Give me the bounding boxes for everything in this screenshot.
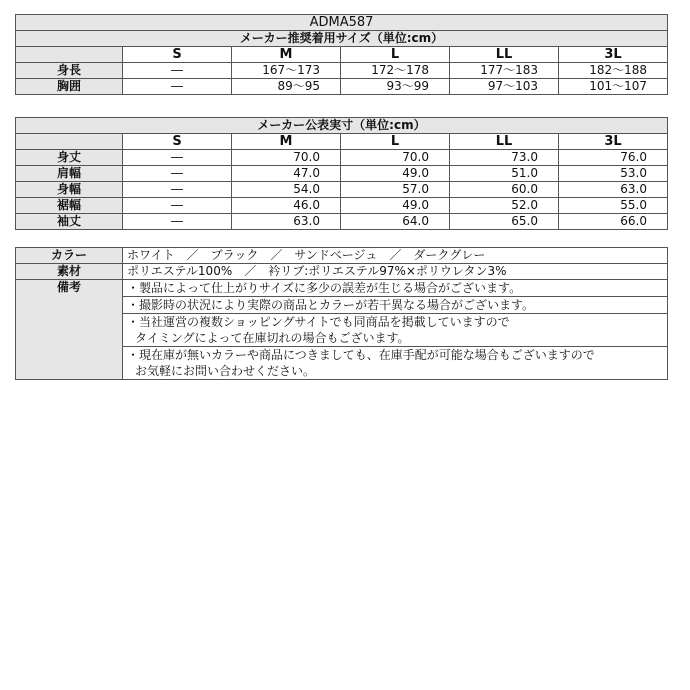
recommended-size-subtitle: メーカー推奨着用サイズ（単位:cm） xyxy=(16,31,668,47)
row-label: 肩幅 xyxy=(16,166,123,182)
color-row xyxy=(16,248,668,264)
table-cell: 65.0 xyxy=(450,214,559,230)
table-cell: 182〜188 xyxy=(559,63,668,79)
table-cell: 55.0 xyxy=(559,198,668,214)
material-row xyxy=(16,264,668,280)
actual-size-table xyxy=(15,117,668,230)
row-label: 袖丈 xyxy=(16,214,123,230)
note-line: ・撮影時の状況により実際の商品とカラーが若干異なる場合がございます。 xyxy=(127,298,535,312)
table-cell: 64.0 xyxy=(341,214,450,230)
size-column-header: L xyxy=(341,134,450,150)
table-cell: 47.0 xyxy=(232,166,341,182)
table-cell: 49.0 xyxy=(341,166,450,182)
table-cell: 51.0 xyxy=(450,166,559,182)
table-cell: ― xyxy=(123,182,232,198)
table-cell: 63.0 xyxy=(232,214,341,230)
table-cell: 63.0 xyxy=(559,182,668,198)
corner-cell xyxy=(16,134,123,150)
table-cell: 101〜107 xyxy=(559,79,668,95)
row-label: 胸囲 xyxy=(16,79,123,95)
size-column-header: 3L xyxy=(559,47,668,63)
row-label: 身丈 xyxy=(16,150,123,166)
note-line: お気軽にお問い合わせください。 xyxy=(135,364,316,378)
color-label: カラー xyxy=(16,248,123,264)
note-line: ・現在庫が無いカラーや商品につきましても、在庫手配が可能な場合もございますので xyxy=(127,348,595,362)
table-cell: 93〜99 xyxy=(341,79,450,95)
table-row xyxy=(16,166,668,182)
size-column-header: S xyxy=(123,47,232,63)
size-column-header: 3L xyxy=(559,134,668,150)
table-cell: ― xyxy=(123,79,232,95)
size-header-row xyxy=(16,47,668,63)
note-line: ・当社運営の複数ショッピングサイトでも同商品を掲載していますので xyxy=(127,315,510,329)
size-column-header: M xyxy=(232,134,341,150)
table-cell: 57.0 xyxy=(341,182,450,198)
material-label: 素材 xyxy=(16,264,123,280)
size-column-header: L xyxy=(341,47,450,63)
table-cell: 53.0 xyxy=(559,166,668,182)
size-column-header: LL xyxy=(450,134,559,150)
table-cell: 46.0 xyxy=(232,198,341,214)
table-cell: ― xyxy=(123,150,232,166)
table-cell: 167〜173 xyxy=(232,63,341,79)
note-item xyxy=(123,280,668,297)
table-cell: 97〜103 xyxy=(450,79,559,95)
table-row xyxy=(16,150,668,166)
size-header-row xyxy=(16,134,668,150)
table-cell: 70.0 xyxy=(341,150,450,166)
material-value: ポリエステル100% ／ 衿リブ:ポリエステル97%×ポリウレタン3% xyxy=(123,264,668,280)
corner-cell xyxy=(16,47,123,63)
row-label: 裾幅 xyxy=(16,198,123,214)
table-cell: ― xyxy=(123,166,232,182)
recommended-size-table xyxy=(15,14,668,95)
notes-label: 備考 xyxy=(16,280,123,380)
note-item xyxy=(123,297,668,314)
table-cell: 49.0 xyxy=(341,198,450,214)
actual-size-subtitle: メーカー公表実寸（単位:cm） xyxy=(16,118,668,134)
note-item xyxy=(123,314,668,347)
size-column-header: LL xyxy=(450,47,559,63)
table-cell: 60.0 xyxy=(450,182,559,198)
note-item xyxy=(123,347,668,380)
note-line: ・製品によって仕上がりサイズに多少の誤差が生じる場合がございます。 xyxy=(127,281,522,295)
table-cell: 172〜178 xyxy=(341,63,450,79)
product-info-table xyxy=(15,247,668,380)
row-label: 身幅 xyxy=(16,182,123,198)
note-line: タイミングによって在庫切れの場合もございます。 xyxy=(135,331,410,345)
table-cell: 66.0 xyxy=(559,214,668,230)
table-cell: ― xyxy=(123,198,232,214)
color-value: ホワイト ／ ブラック ／ サンドベージュ ／ ダークグレー xyxy=(123,248,668,264)
size-column-header: S xyxy=(123,134,232,150)
table-cell: ― xyxy=(123,63,232,79)
table-cell: 73.0 xyxy=(450,150,559,166)
size-column-header: M xyxy=(232,47,341,63)
table-cell: ― xyxy=(123,214,232,230)
table-cell: 177〜183 xyxy=(450,63,559,79)
table-row xyxy=(16,198,668,214)
table-cell: 54.0 xyxy=(232,182,341,198)
notes-row xyxy=(16,280,668,297)
table-cell: 70.0 xyxy=(232,150,341,166)
table-row xyxy=(16,63,668,79)
table-row xyxy=(16,182,668,198)
table-cell: 76.0 xyxy=(559,150,668,166)
table-cell: 52.0 xyxy=(450,198,559,214)
table-row xyxy=(16,214,668,230)
table-row xyxy=(16,79,668,95)
table-cell: 89〜95 xyxy=(232,79,341,95)
row-label: 身長 xyxy=(16,63,123,79)
model-number: ADMA587 xyxy=(16,15,668,31)
